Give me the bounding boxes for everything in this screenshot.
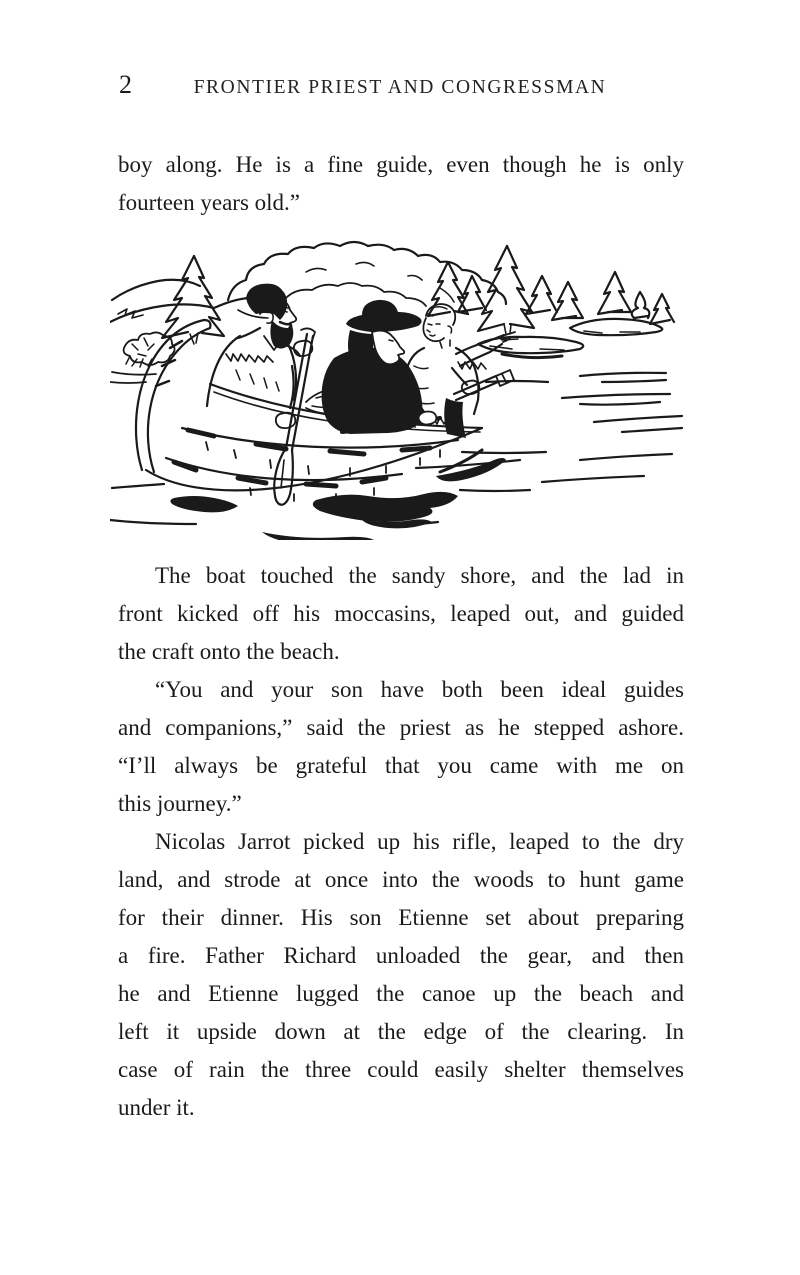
text-line: fourteen years old.”	[118, 190, 301, 215]
text-line: he and Etienne lugged the canoe up the beach and	[118, 981, 684, 1006]
text-line: left it upside down at the edge of the clearing. In	[118, 1019, 684, 1044]
paragraph	[118, 823, 684, 1127]
page-number: 2	[119, 70, 132, 99]
text-line: for their dinner. His son Etienne set about preparing	[118, 905, 684, 930]
text-line: under it.	[118, 1095, 195, 1120]
text-line: front kicked off his moccasins, leaped out, and guided	[118, 601, 684, 626]
text-line: Nicolas Jarrot picked up his rifle, leaped to the dry	[155, 829, 684, 854]
body-text-top	[118, 146, 684, 222]
running-title: FRONTIER PRIEST AND CONGRESSMAN	[193, 76, 607, 98]
page-header	[118, 70, 682, 98]
text-line: a fire. Father Richard unloaded the gear, and then	[118, 943, 684, 968]
paragraph	[118, 671, 684, 823]
text-line: boy along. He is a fine guide, even though he is only	[118, 152, 684, 177]
text-line: and companions,” said the priest as he stepped ashore.	[118, 715, 684, 740]
text-line: this journey.”	[118, 791, 242, 816]
body-text-main	[118, 557, 684, 1127]
text-line: the craft onto the beach.	[118, 639, 340, 664]
text-line: case of rain the three could easily shelter themselves	[118, 1057, 684, 1082]
text-line: The boat touched the sandy shore, and the lad in	[155, 563, 684, 588]
text-line: “I’ll always be grateful that you came with me on	[118, 753, 684, 778]
paragraph	[118, 146, 684, 222]
canoe-illustration	[110, 236, 690, 540]
paragraph	[118, 557, 684, 671]
canoe-illustration-svg	[110, 236, 690, 540]
text-line: land, and strode at once into the woods to hunt game	[118, 867, 684, 892]
text-line: “You and your son have both been ideal guides	[155, 677, 684, 702]
